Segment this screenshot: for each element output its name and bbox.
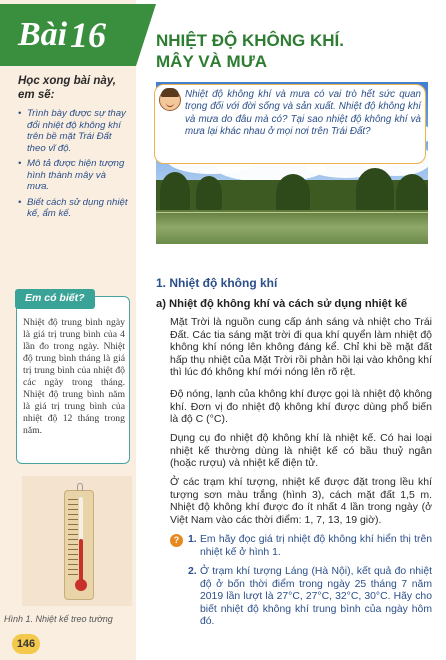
did-you-know-heading: Em có biết?	[15, 289, 95, 309]
objective-item: • Trình bày được sự thay đổi nhiệt độ không khí trên bề mặt Trái Đất theo vĩ độ.	[18, 108, 130, 154]
question-number: 1.	[188, 534, 197, 545]
lesson-title	[156, 30, 436, 72]
question-item	[188, 534, 432, 559]
objective-item: • Mô tả được hiện tượng hình thành mây và mưa.	[18, 158, 130, 193]
question-text: Ở trạm khí tượng Láng (Hà Nội), kết quả đo nhiệt độ ở bốn thời điểm trong ngày 25 tháng 7 năm 2019 lần lượt là 27°C, 27°C, 32°C, 30°C. Hãy cho biết nhiệt độ không khí trung bình của ngày hôm đó.	[200, 566, 432, 628]
question-number: 2.	[188, 566, 197, 577]
question-icon: ?	[170, 534, 183, 547]
paragraph: Độ nóng, lạnh của không khí được gọi là nhiệt độ không khí. Đơn vị đo nhiệt độ không khí được dùng phổ biến là độ C (°C).	[170, 388, 432, 426]
lesson-badge	[0, 4, 136, 66]
lesson-word: Bài	[18, 16, 68, 53]
sidebar	[0, 0, 136, 660]
figure-caption: Hình 1. Nhiệt kế treo tường	[4, 614, 113, 624]
page-number: 146	[12, 634, 40, 654]
student-avatar-icon	[159, 89, 181, 111]
paragraph: Mặt Trời là nguồn cung cấp ánh sáng và nhiệt cho Trái Đất. Các tia sáng mặt trời đi qua khí quyển làm nhiệt độ không khí nóng lên không đáng kể. Chỉ khi bề mặt đất hấp thụ nhiệt của Mặt Trời rồi phản hồi lại vào không khí thì lúc đó không khí mới nóng lên rõ rệt.	[170, 316, 432, 379]
question-item	[188, 566, 432, 629]
paragraph: Ở các trạm khí tượng, nhiệt kế được đặt trong lều khí tượng sơn màu trắng (hình 3), cách mặt đất 1,5 m. Nhiệt độ không khí được đo ít nhất 4 lần trong ngày (ở Việt Nam vào các thời điểm: 1, 7, 13, 19 giờ).	[170, 476, 432, 526]
objectives-heading: Học xong bài này, em sẽ:	[18, 75, 116, 101]
lesson-title-line2: MÂY VÀ MƯA	[156, 52, 268, 71]
section-heading: 1. Nhiệt độ không khí	[156, 276, 278, 290]
intro-question-box	[154, 84, 426, 164]
objective-item: • Biết cách sử dụng nhiệt kế, ẩm kế.	[18, 197, 130, 220]
question-text: Em hãy đọc giá trị nhiệt độ không khí hiển thị trên nhiệt kế ở hình 1.	[200, 534, 432, 558]
lesson-title-line1: NHIỆT ĐỘ KHÔNG KHÍ.	[156, 31, 344, 50]
lesson-number: 16	[70, 15, 106, 55]
paragraph: Dụng cụ đo nhiệt độ không khí là nhiệt kế. Có hai loại nhiệt kế thường dùng là nhiệt kế có bầu thuỷ ngân (hoặc rượu) và nhiệt kế điện tử.	[170, 432, 432, 470]
intro-question-text: Nhiệt độ không khí và mưa có vai trò hết sức quan trọng đối với đời sống và sản xuất. Nhiệt độ không khí và mưa do đâu mà có? Tại sao nhiệt độ không khí và mưa lại khác nhau ở mọi nơi trên Trái Đất?	[185, 89, 421, 138]
thermometer-icon	[64, 490, 94, 600]
did-you-know-text: Nhiệt độ trung bình ngày là giá trị trung bình của 4 lần đo trong ngày. Nhiệt độ trung bình tháng là giá trị trung bình của nhiệt độ các ngày trong tháng. Nhiệt độ trung bình năm là giá trị trung bình của nhiệt độ 12 tháng trong năm.	[23, 317, 125, 436]
thermometer-figure	[22, 476, 132, 606]
subsection-heading: a) Nhiệt độ không khí và cách sử dụng nhiệt kế	[156, 298, 408, 310]
objectives-list	[18, 108, 130, 224]
did-you-know-box	[16, 292, 130, 464]
